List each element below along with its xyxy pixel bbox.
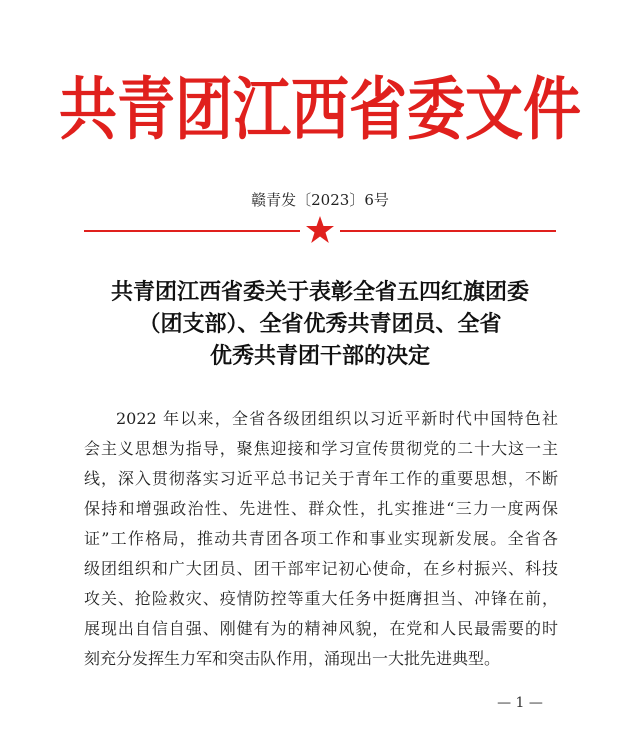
body-line: 展现出自信自强、刚健有为的精神风貌，在党和人民最需要的时	[84, 619, 558, 638]
red-divider-right	[340, 230, 556, 232]
title-line: 共青团江西省委关于表彰全省五四红旗团委	[110, 279, 529, 305]
red-divider-left	[84, 230, 300, 232]
body-line: 保持和增强政治性、先进性、群众性，扎实推进“三力一度两保	[84, 499, 558, 518]
body-line: 刻充分发挥生力军和突击队作用，涌现出一大批先进典型。	[84, 649, 501, 668]
title-line: 优秀共青团干部的决定	[209, 343, 430, 369]
body-line: 级团组织和广大团员、团干部牢记初心使命，在乡村振兴、科技	[84, 559, 558, 578]
body-line: 会主义思想为指导，聚焦迎接和学习宣传贯彻党的二十大这一主	[84, 439, 558, 458]
title-line: （团支部）、全省优秀共青团员、全省	[138, 311, 502, 337]
body-line: 攻关、抢险救灾、疫情防控等重大任务中挺膺担当、冲锋在前，	[84, 589, 558, 608]
document-masthead: 共青团江西省委文件	[58, 69, 581, 150]
body-line: 证”工作格局，推动共青团各项工作和事业实现新发展。全省各	[84, 529, 558, 548]
star-shape	[306, 216, 334, 243]
document-title	[60, 276, 580, 372]
page-number: — 1 —	[497, 695, 543, 711]
body-paragraph	[84, 404, 558, 674]
body-line: 2022 年以来，全省各级团组织以习近平新时代中国特色社	[116, 409, 558, 428]
document-number: 赣青发〔2023〕6号	[251, 191, 389, 209]
star-icon	[305, 215, 335, 245]
body-line: 线，深入贯彻落实习近平总书记关于青年工作的重要思想，不断	[84, 469, 558, 488]
